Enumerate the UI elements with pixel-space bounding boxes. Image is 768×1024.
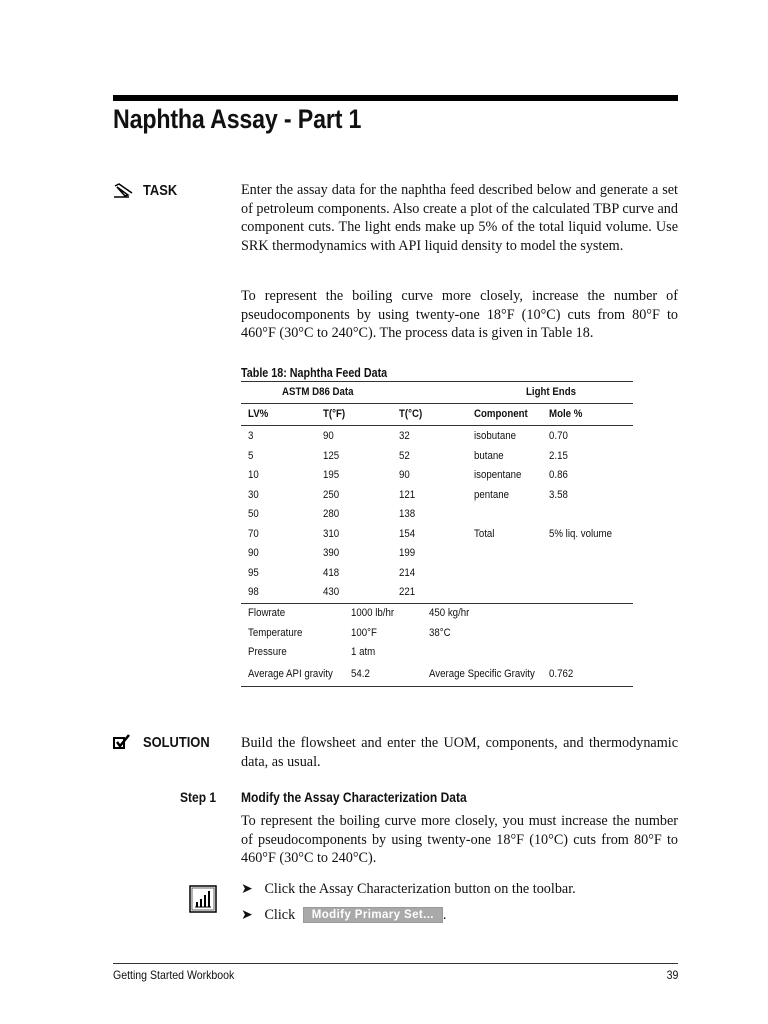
pencil-note-icon (113, 183, 135, 199)
table-cell: 3 (248, 430, 254, 442)
table-cell: 70 (248, 527, 259, 540)
table-cell: isopentane (474, 469, 522, 481)
table-cell: 154 (399, 527, 416, 540)
footer-rule (113, 963, 678, 964)
column-header-rule (241, 425, 633, 426)
table-cell: 418 (323, 566, 340, 579)
column-header-tf: T(°F) (323, 408, 346, 420)
modify-primary-set-button[interactable]: Modify Primary Set... (303, 907, 443, 923)
table-cell: 2.15 (549, 449, 568, 462)
process-cell: 100°F (351, 627, 377, 639)
group-header-rule (241, 403, 633, 404)
table-caption: Table 18: Naphtha Feed Data (241, 366, 388, 380)
table-cell: isobutane (474, 430, 516, 442)
table-cell: 0.70 (549, 430, 568, 442)
table-cell: Total (474, 527, 495, 540)
table-cell: 125 (323, 449, 340, 462)
table-cell: 0.86 (549, 469, 568, 481)
table-cell: 199 (399, 547, 416, 559)
table-cell: 250 (323, 488, 340, 501)
bullet-2-text: Click (264, 907, 296, 923)
table-cell: 50 (248, 508, 259, 520)
table-cell: 32 (399, 430, 410, 442)
table-cell: 138 (399, 508, 416, 520)
table-bottom-rule (241, 686, 633, 687)
table-cell: 195 (323, 469, 340, 481)
table-cell: 90 (399, 469, 410, 481)
bullet-1 (241, 881, 576, 898)
table-cell: 95 (248, 566, 259, 579)
footer-title: Getting Started Workbook (113, 968, 235, 982)
process-rule (241, 603, 633, 604)
process-cell: 450 kg/hr (429, 607, 470, 619)
table-top-rule (241, 381, 633, 382)
solution-intro: Build the flowsheet and enter the UOM, components, and thermodynamic data, as usual. (241, 735, 678, 770)
column-header-mole: Mole % (549, 408, 583, 420)
bullet-arrow-icon: ➤ (241, 907, 253, 923)
process-cell: Temperature (248, 627, 303, 639)
table-cell: 214 (399, 566, 416, 579)
table-cell: 52 (399, 449, 410, 462)
table-cell: 310 (323, 527, 340, 540)
group-header-light-ends: Light Ends (526, 386, 577, 398)
table-cell: 280 (323, 508, 340, 520)
assay-characterization-icon[interactable] (189, 885, 217, 913)
process-cell: 1 atm (351, 646, 376, 658)
checkbox-check-icon (113, 733, 131, 750)
bullet-arrow-icon: ➤ (241, 881, 253, 897)
step-title: Modify the Assay Characterization Data (241, 789, 467, 805)
table-cell: 430 (323, 586, 340, 598)
page-title: Naphtha Assay - Part 1 (113, 104, 362, 134)
table-cell: 390 (323, 547, 340, 559)
table-cell: 3.58 (549, 488, 568, 501)
process-cell: 1000 lb/hr (351, 607, 395, 619)
task-paragraph-2: To represent the boiling curve more closely, increase the number of pseudocomponents by using twenty-one 18°F (10°C) cuts from 80°F to 460°F (30°C to 240°C). The process data is given in Table 18. (241, 288, 678, 342)
task-label: TASK (143, 182, 178, 199)
table-cell: 221 (399, 586, 416, 598)
process-cell: Average Specific Gravity (429, 668, 535, 680)
solution-label: SOLUTION (143, 734, 210, 751)
table-cell: 30 (248, 488, 259, 501)
title-rule (113, 95, 678, 101)
table-cell: 90 (248, 547, 259, 559)
column-header-component: Component (474, 408, 528, 420)
bullet-1-text: Click the Assay Characterization button on the toolbar. (264, 881, 576, 897)
step-label: Step 1 (180, 789, 217, 805)
group-header-astm: ASTM D86 Data (282, 386, 354, 398)
process-cell: 0.762 (549, 668, 574, 680)
process-cell: Average API gravity (248, 668, 333, 680)
table-cell: butane (474, 449, 504, 462)
table-cell: 5 (248, 449, 254, 462)
bullet-2 (241, 907, 446, 924)
process-cell: 38°C (429, 627, 451, 639)
step-text: To represent the boiling curve more closely, you must increase the number of pseudocomponents by using twenty-one 18°F (10°C) cuts from 80°F to 460°F (30°C to 240°C). (241, 813, 678, 867)
column-header-lv: LV% (248, 408, 269, 420)
column-header-tc: T(°C) (399, 408, 423, 420)
table-cell: 98 (248, 586, 259, 598)
table-cell: 10 (248, 469, 259, 481)
table-cell: pentane (474, 488, 509, 501)
bullet-2-suffix: . (442, 907, 447, 923)
table-cell: 5% liq. volume (549, 527, 612, 540)
table-cell: 90 (323, 430, 334, 442)
process-cell: Pressure (248, 646, 287, 658)
process-cell: Flowrate (248, 607, 286, 619)
table-cell: 121 (399, 488, 416, 501)
process-cell: 54.2 (351, 668, 370, 680)
task-paragraph-1: Enter the assay data for the naphtha feed described below and generate a set of petroleum components. Also create a plot of the calculated TBP curve and component cuts. The light ends make up 5% of the total liquid volume. Use SRK thermodynamics with API liquid density to model the system. (241, 182, 678, 254)
page-number: 39 (666, 968, 678, 982)
